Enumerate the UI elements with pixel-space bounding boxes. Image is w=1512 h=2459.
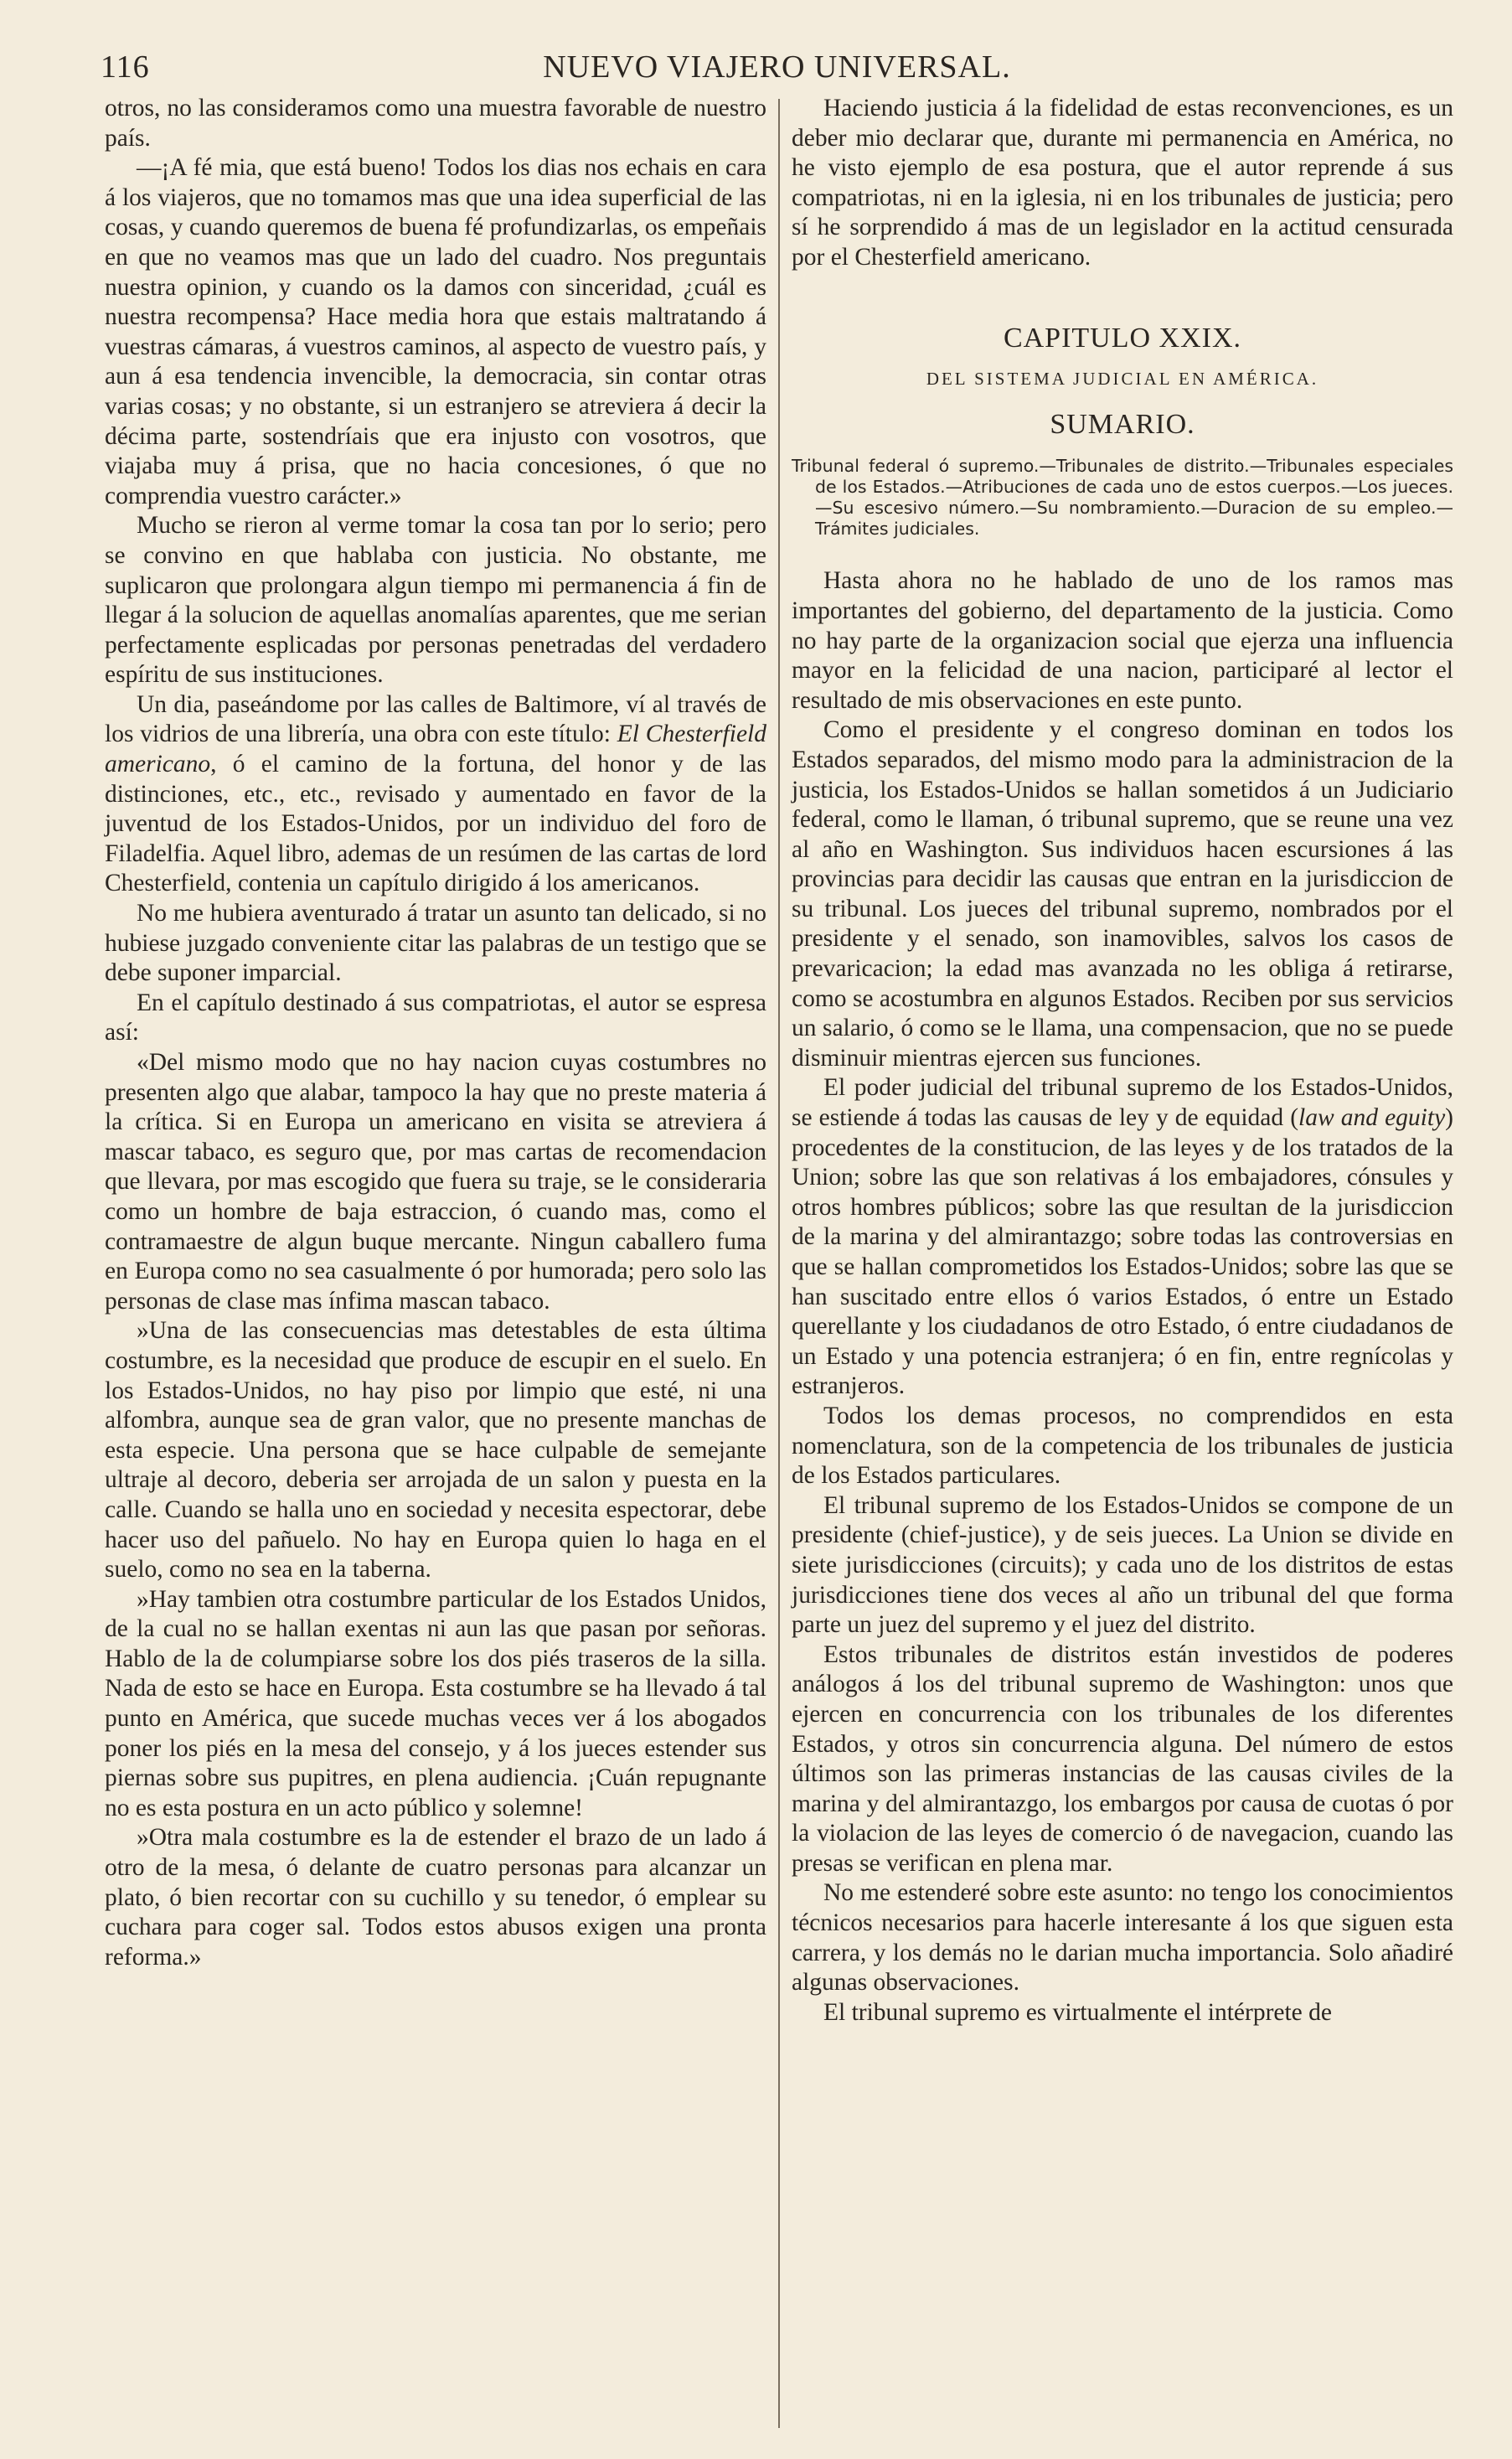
paragraph: Como el presidente y el congreso dominan en todos los Estados separados, del mismo modo para la administracion de la justicia, los Estados-Unidos se hallan sometidos á un Judiciario federal, como le llaman, ó tribunal supremo, que se reune una vez al año en Washington. Sus individuos hacen escursiones á las provincias para decidir las causas que entran en la jurisdiccion de su tribunal. Los jueces del tribunal supremo, nombrados por el presidente y el senado, son inamovibles, salvos los casos de prevaricacion; la edad mas avanzada no les obliga á retirarse, como se acostumbra en algunos Estados. Reciben por sus servicios un salario, ó como se le llama, una compensacion, que no se puede disminuir mientras ejercen sus funciones. (792, 716, 1453, 1072)
paragraph: No me estenderé sobre este asunto: no tengo los conocimientos técnicos necesarios para hacerle interesante á los que siguen esta carrera, y los demás no le darian mucha importancia. Solo añadiré algunas observaciones. (792, 1879, 1453, 1997)
paragraph (792, 1073, 1453, 1402)
paragraph-text: , ó el camino de la fortuna, del honor y de las distinciones, etc., etc., revisado y aumentado en favor de la juventud de los Estados-Unidos, por un individuo del foro de Filadelfia. Aquel libro, ademas de un resúmen de las cartas de lord Chesterfield, contenia un capítulo dirigido á los americanos. (105, 751, 766, 897)
left-column (105, 94, 766, 1972)
paragraph: Mucho se rieron al verme tomar la cosa tan por lo serio; pero se convino en que hablaba con justicia. No obstante, me suplicaron que prolongara algun tiempo mi permanencia á fin de llegar á la solucion de aquellas anomalías aparentes, que me serian perfectamente esplicadas por personas penetradas del verdadero espíritu de sus instituciones. (105, 512, 766, 689)
summary-title: SUMARIO. (1050, 408, 1195, 440)
paragraph: No me hubiera aventurado á tratar un asunto tan delicado, si no hubiese juzgado conveniente citar las palabras de un testigo que se debe suponer imparcial. (105, 900, 766, 987)
paragraph: —¡A fé mia, que está bueno! Todos los dias nos echais en cara á los viajeros, que no tomamos mas que una idea superficial de las cosas, y cuando queremos de buena fé profundizarlas, os empeñais en que no veamos mas que un lado del cuadro. Nos preguntais nuestra opinion, y cuando os la damos con sinceridad, ¿cuál es nuestra recompensa? Hace media hora que estais maltratando á vuestras cámaras, á vuestros caminos, al aspecto de vuestro país, y aun á esa tendencia invencible, la democracia, sin contar otras varias cosas; y no obstante, si un estranjero se atreviera á decir la décima parte, sostendríais que era injusto con vosotros, que viajaba muy á prisa, que no hacia concesiones, ó que no comprendia vuestro carácter.» (105, 154, 766, 509)
paragraph: Todos los demas procesos, no comprendidos en esta nomenclatura, son de la competencia de los tribunales de justicia de los Estados particulares. (792, 1402, 1453, 1490)
book-title: El Chesterfield americano (105, 721, 766, 778)
paragraph: »Otra mala costumbre es la de estender el brazo de un lado á otro de la mesa, ó delante de cuatro personas para alcanzar un plato, ó bien recortar con su cuchillo y su tenedor, ó emplear su cuchara para coger sal. Todos estos abusos exigen una pronta reforma.» (105, 1824, 766, 1971)
paragraph (105, 690, 766, 899)
chapter-title: CAPITULO XXIX. (1003, 322, 1242, 354)
right-column (792, 94, 1453, 2028)
paragraph: El tribunal supremo es virtualmente el intérprete de (823, 1998, 1332, 2026)
paragraph: otros, no las consideramos como una muestra favorable de nuestro país. (105, 95, 766, 152)
running-head (101, 49, 1453, 90)
chapter-subtitle: DEL SISTEMA JUDICIAL EN AMÉRICA. (926, 369, 1319, 390)
italic-term: law and eguity (1298, 1104, 1446, 1132)
column-divider (778, 99, 780, 2428)
paragraph-text: Un dia, paseándome por las calles de Baltimore, ví al través de los vidrios de una librería, una obra con este título: (105, 690, 766, 748)
paragraph: »Hay tambien otra costumbre particular de los Estados Unidos, de la cual no se hallan exentas ni aun las que pasan por señoras. Hablo de la de columpiarse sobre los dos piés traseros de la silla. Nada de esto se hace en Europa. Esta costumbre se ha llevado á tal punto en América, que sucede muchas veces ver á los abogados poner los piés en la mesa del consejo, y á los jueces estender sus piernas sobre sus pupitres, en plena audiencia. ¡Cuán repugnante no es esta postura en un acto público y solemne! (105, 1585, 766, 1821)
paragraph-text: ) procedentes de la constitucion, de las leyes y de los tratados de la Union; sobre las que son relativas á los embajadores, cónsules y otros hombres públicos; sobre las que resultan de la jurisdiccion de la marina y del almirantazgo; sobre todas las controversias en que se hallan comprometidos los Estados-Unidos; sobre las que se han suscitado entre ellos ó varios Estados, ó entre un Estado querellante y los ciudadanos de otro Estado, ó entre ciudadanos de un Estado y una potencia estranjera; ó en fin, entre regnícolas y estranjeros. (792, 1104, 1453, 1400)
paragraph: Haciendo justicia á la fidelidad de estas reconvenciones, es un deber mio declarar que, durante mi permanencia en América, no he visto ejemplo de esa postura, que el autor reprende á sus compatriotas, ni en la iglesia, ni en los tribunales de justicia; pero sí he sorprendido á mas de un legislador en la actitud censurada por el Chesterfield americano. (792, 95, 1453, 271)
paragraph: Hasta ahora no he hablado de uno de los ramos mas importantes del gobierno, del departamento de la justicia. Como no hay parte de la organizacion social que ejerza una influencia mayor en la felicidad de una nacion, participaré al lector el resultado de mis observaciones en este punto. (792, 567, 1453, 714)
paragraph: Estos tribunales de distritos están investidos de poderes análogos á los del tribunal supremo de Washington: unos que ejercen en concurrencia con los tribunales de los diferentes Estados, y otros sin concurrencia alguna. Del número de estos últimos son las primeras instancias de las causas civiles de la marina y del almirantazgo, los embargos por causa de cuotas ó por la violacion de las leyes de comercio ó de navegacion, cuando las presas se verifican en plena mar. (792, 1640, 1453, 1877)
paragraph: »Una de las consecuencias mas detestables de esta última costumbre, es la necesidad que produce de escupir en el suelo. En los Estados-Unidos, no hay piso por limpio que esté, ni una alfombra, aunque sea de gran valor, que no presente manchas de esta especie. Una persona que se hace culpable de semejante ultraje al decoro, deberia ser arrojada de un salon y puesta en la calle. Cuando se halla uno en sociedad y necesita espectorar, debe hacer uso del pañuelo. No hay en Europa quien lo haga en el suelo, como no sea en la taberna. (105, 1317, 766, 1583)
paragraph: En el capítulo destinado á sus compatriotas, el autor se espresa así: (105, 989, 766, 1046)
paragraph-text: El poder judicial del tribunal supremo de los Estados-Unidos, se estiende á todas las causas de ley y de equidad ( (792, 1074, 1453, 1132)
journal-title: NUEVO VIAJERO UNIVERSAL. (543, 49, 1011, 85)
page-number: 116 (101, 49, 150, 85)
paragraph: El tribunal supremo de los Estados-Unidos se compone de un presidente (chief-justice), y de seis jueces. La Union se divide en siete jurisdicciones (circuits); y cada uno de los distritos de estas jurisdicciones tiene dos veces al año un tribunal del que forma parte un juez del supremo y el juez del distrito. (792, 1491, 1453, 1639)
summary-text: Tribunal federal ó supremo.—Tribunales de distrito.—Tribunales especiales de los Estados.—Atribuciones de cada uno de estos cuerpos.—Los jueces.—Su escesivo número.—Su nombramiento.—Duracion de su empleo.—Trámites judiciales. (792, 456, 1453, 540)
paragraph: «Del mismo modo que no hay nacion cuyas costumbres no presenten algo que alabar, tampoco la hay que no preste materia á la crítica. Si en Europa un americano en visita se atreviera á mascar tabaco, es seguro que, por mas cartas de recomendacion que llevara, por mas escogido que fuera su traje, se le consideraria como un hombre de baja estraccion, ó cuando mas, como el contramaestre de algun buque mercante. Ningun caballero fuma en Europa como no sea casualmente ó por humorada; pero solo las personas de clase mas ínfima mascan tabaco. (105, 1049, 766, 1315)
